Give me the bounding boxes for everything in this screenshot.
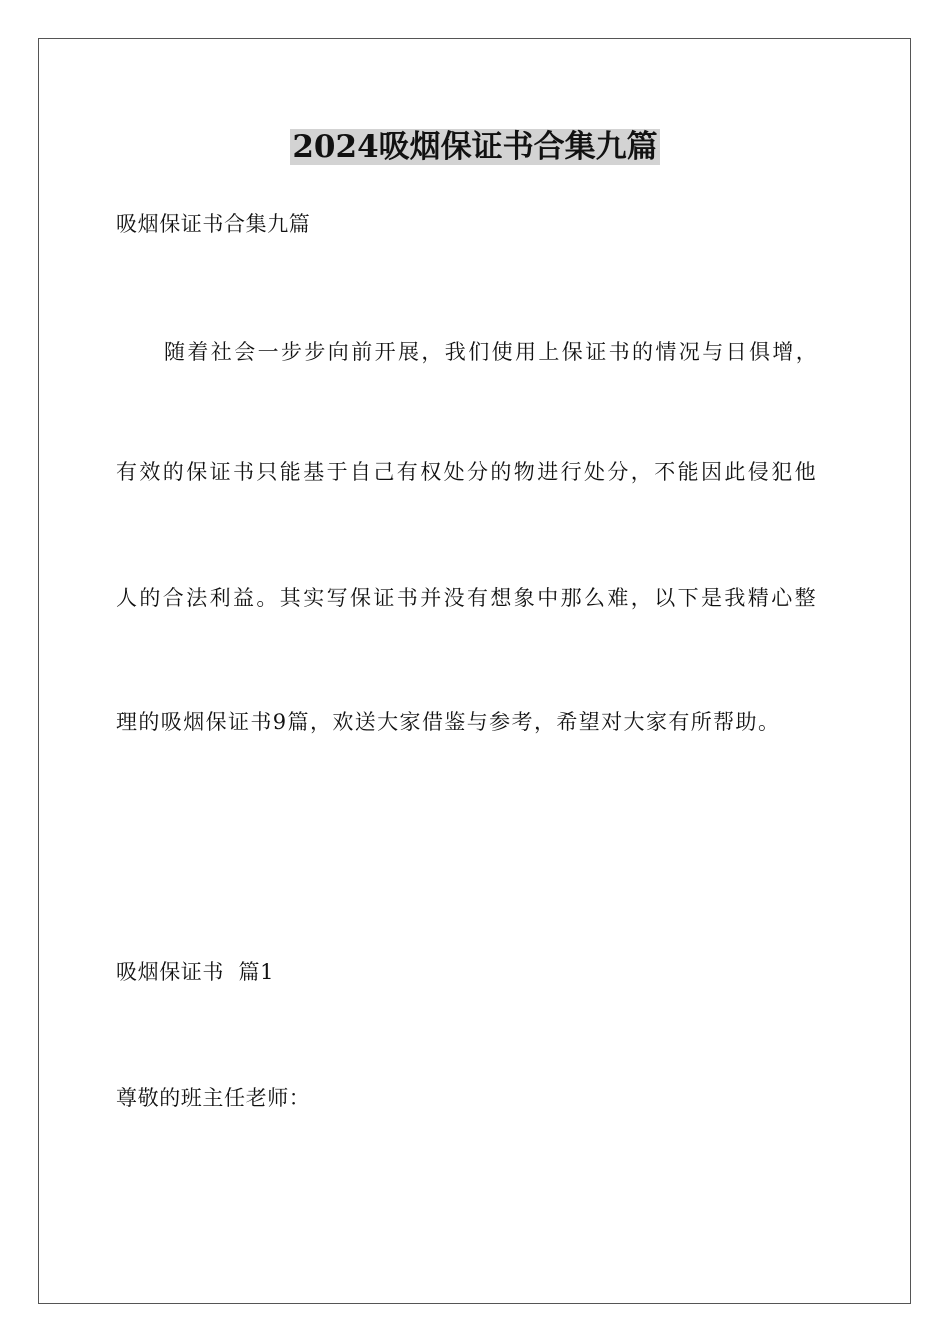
intro-line-1: 随着社会一步步向前开展，我们使用上保证书的情况与日俱增， [164,340,820,364]
greeting-line: 尊敬的班主任老师： [116,1086,311,1110]
section-heading: 吸烟保证书 篇1 [116,960,275,984]
document-subtitle: 吸烟保证书合集九篇 [116,212,311,236]
intro-line-4: 理的吸烟保证书9篇，欢送大家借鉴与参考，希望对大家有所帮助。 [116,710,781,734]
document-title-text: 2024吸烟保证书合集九篇 [292,129,658,165]
intro-line-2: 有效的保证书只能基于自己有权处分的物进行处分，不能因此侵犯他 [116,460,818,484]
document-title [0,124,950,170]
intro-line-3: 人的合法利益。其实写保证书并没有想象中那么难，以下是我精心整 [116,586,818,610]
